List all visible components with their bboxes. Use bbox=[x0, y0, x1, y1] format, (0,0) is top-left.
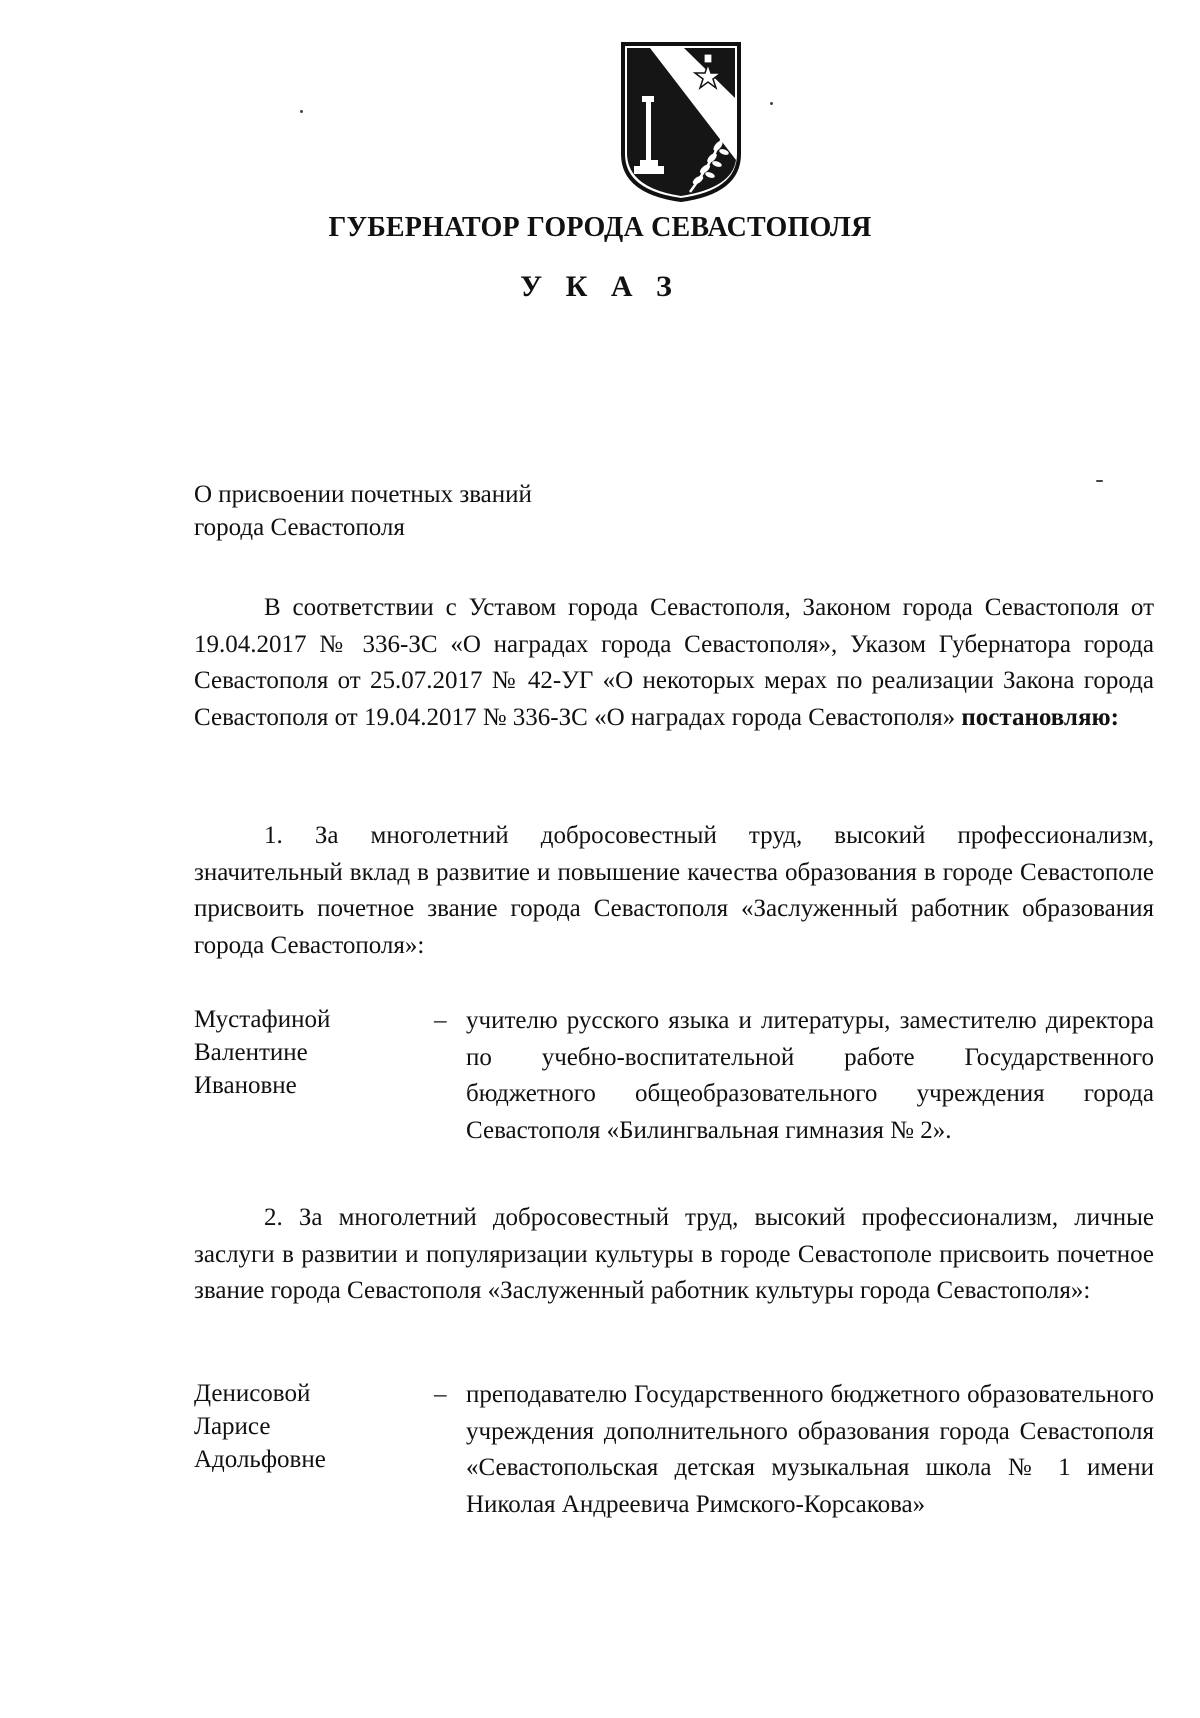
item-2-text: 2. За многолетний добросовестный труд, высокий профессионализм, личные заслуги в развитии и популяризации культуры в городе Севастополе присвоить почетное звание города Севастополя «Заслуженный работник культуры города Севастополя»: bbox=[194, 1204, 1154, 1304]
recipient-2-surname: Денисовой bbox=[194, 1380, 311, 1407]
resolve-word: постановляю: bbox=[961, 703, 1119, 731]
scan-speck bbox=[1096, 480, 1103, 482]
document-type-heading: У К А З bbox=[520, 270, 680, 303]
recipient-1-surname: Мустафиной bbox=[194, 1006, 331, 1033]
issuer-title: ГУБЕРНАТОР ГОРОДА СЕВАСТОПОЛЯ bbox=[328, 212, 872, 243]
preamble-paragraph bbox=[194, 590, 1154, 736]
scan-speck bbox=[300, 110, 303, 113]
recipient-2-first-name: Ларисе bbox=[194, 1413, 271, 1440]
recipient-1-patronymic: Ивановне bbox=[194, 1072, 297, 1099]
recipient-2-dash: – bbox=[434, 1381, 447, 1408]
recipient-2-description: преподавателю Государственного бюджетного образовательного учреждения дополнительного образования города Севастополя «Севастопольская детская музыкальная школа № 1 имени Николая Андреевича Римского-Корсакова» bbox=[466, 1381, 1154, 1518]
sevastopol-coat-of-arms-emblem bbox=[620, 42, 742, 202]
recipient-2-name bbox=[194, 1377, 424, 1476]
preamble-text: В соответствии с Уставом города Севастополя, Законом города Севастополя от 19.04.2017 № 336-ЗС «О наградах города Севастополя», Указом Губернатора города Севастополя от 25.07.2017 № 42-УГ «О некоторых мерах по реализации Закона города Севастополя от 19.04.2017 № 336-ЗС «О наградах города Севастополя» bbox=[194, 594, 1154, 731]
item-1-paragraph bbox=[194, 818, 1154, 964]
recipient-2-patronymic: Адольфовне bbox=[194, 1446, 326, 1473]
item-1-text: 1. За многолетний добросовестный труд, высокий профессионализм, значительный вклад в развитие и повышение качества образования в городе Севастополе присвоить почетное звание города Севастополя «Заслуженный работник образования города Севастополя»: bbox=[194, 822, 1154, 959]
scan-speck bbox=[770, 102, 773, 105]
recipient-1-first-name: Валентине bbox=[194, 1039, 308, 1066]
decree-subject-line-2: города Севастополя bbox=[194, 514, 405, 541]
recipient-1-dash: – bbox=[434, 1007, 447, 1034]
recipient-1-name bbox=[194, 1003, 424, 1102]
recipient-1-description: учителю русского языка и литературы, заместителю директора по учебно-воспитательной работе Государственного бюджетного общеобразовательного учреждения города Севастополя «Билингвальная гимназия № 2». bbox=[466, 1007, 1154, 1144]
decree-subject-line-1: О присвоении почетных званий bbox=[194, 481, 532, 508]
decree-subject bbox=[194, 478, 532, 544]
item-2-paragraph bbox=[194, 1200, 1154, 1310]
